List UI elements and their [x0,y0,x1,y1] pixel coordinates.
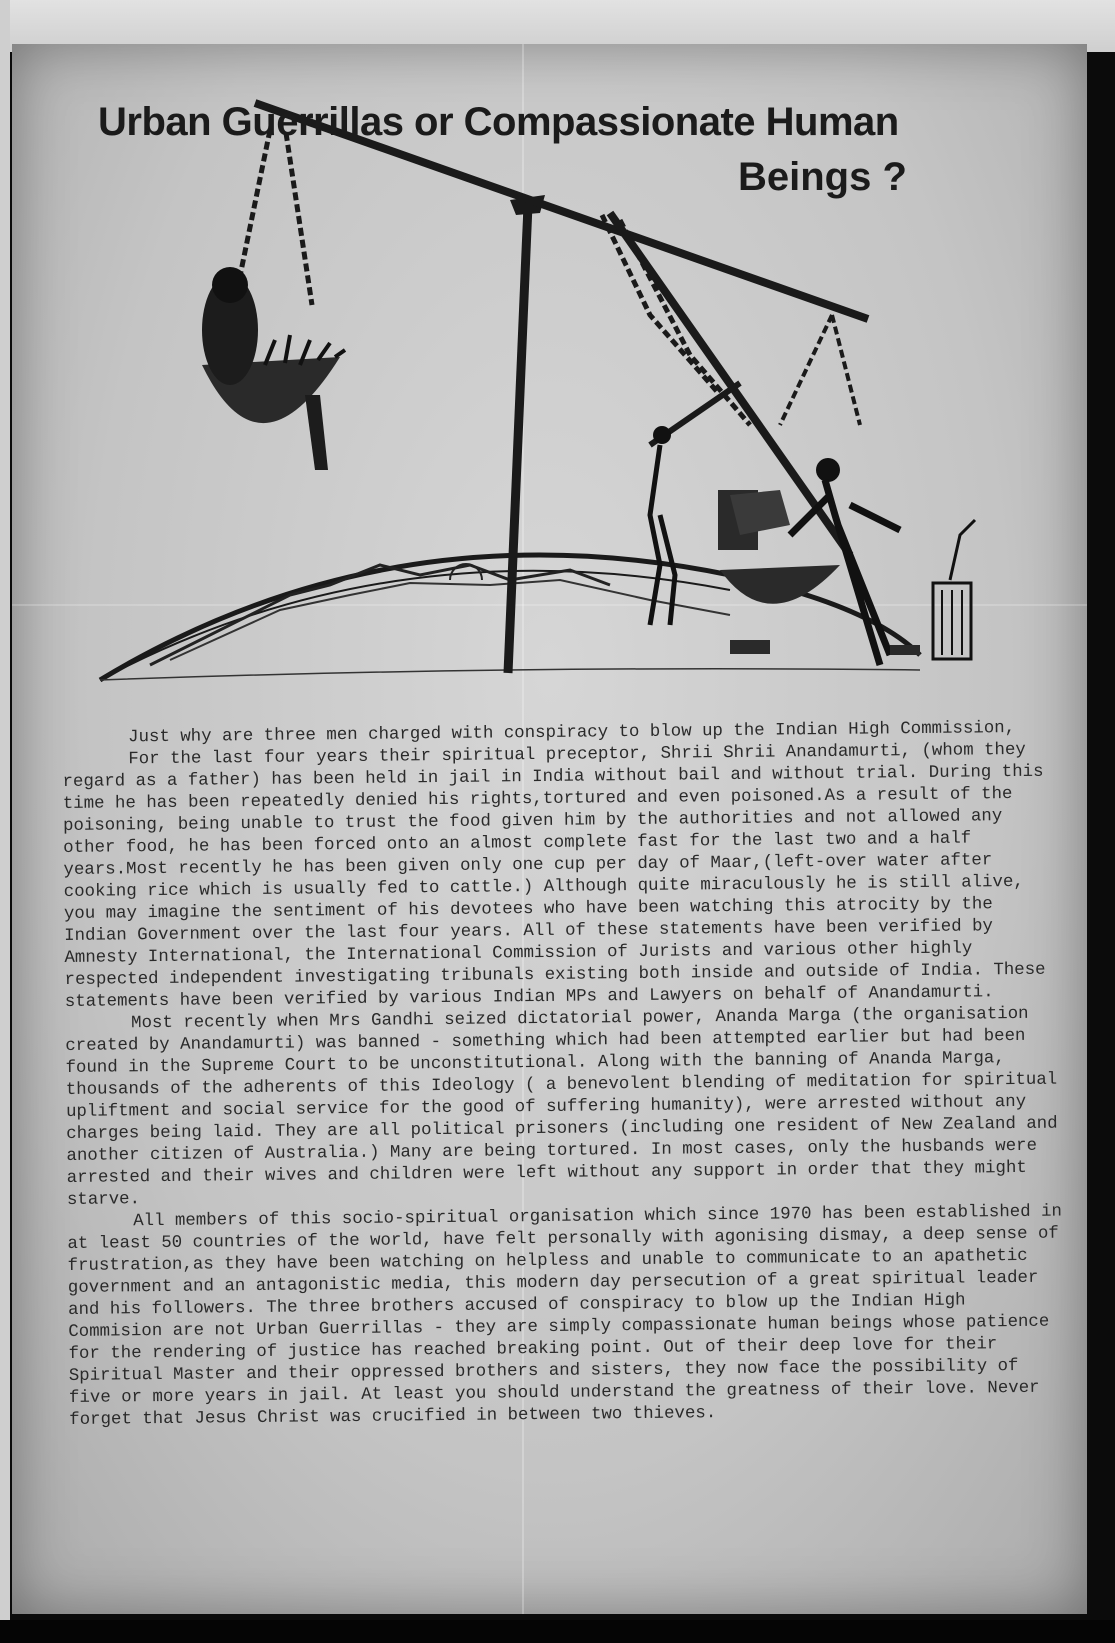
paragraph-members: All members of this socio-spiritual organisation which since 1970 has been established in at least 50 countries of the world, have felt personally with agonising dismay, a deep sense of frustration,as they have been watching on helpless and unable to communicate to an apathetic government and an antagonistic media, this modern day persecution of a great spiritual leader and his followers. The three brothers accused of conspiracy to blow up the Indian High Commision are not Urban Guerrillas - they are simply compassionate human beings whose patience for the rendering of justice has reached breaking point. Out of their deep love for their Spiritual Master and their oppressed brothers and sisters, they now face the possibility of five or more years in jail. At least you should understand the greatness of their love. Never forget that Jesus Christ was crucified in between two thieves. [67,1202,1063,1430]
leaflet-title-line-1: Urban Guerrillas or Compassionate Human [98,100,899,144]
film-border-bottom [0,1620,1115,1643]
leaflet-title-line-2: Beings ? [738,155,907,199]
leaflet-body [62,718,1069,1432]
paragraph-intro-text: Just why are three men charged with conspiracy to blow up the Indian High Commission, [128,719,1016,748]
film-border-left [0,0,10,1643]
paragraph-ban: Most recently when Mrs Gandhi seized dictatorial power, Ananda Marga (the organisation created by Anandamurti) was banned - something which had been attempted earlier but had been found in the Supreme Court to be unconstitutional. Along with the banning of Ananda Marga, thousands of the adherents of this Ideology ( a benevolent blending of meditation for spiritual upliftment and social service for the good of suffering humanity), were arrested without any charges being laid. They are all political prisoners (including one resident of New Zealand and another citizen of Australia.) Many are being tortured. In most cases, only the husbands were arrested and their wives and children were left without any support in order that they might starve. [65,1004,1058,1210]
paragraph-preceptor: For the last four years their spiritual preceptor, Shrii Shrii Anandamurti, (whom they regard as a father) has been held in jail in India without bail and without trial. During this time he has been repeatedly denied his rights,tortured and even poisoned.As a result of the poisoning, being unable to trust the food given him by the authorities and not allowed any other food, he has been forced onto an almost complete fast for the last two and a half years.Most recently he has been given only one cup per day of Maar,(left-over water after cooking rice which is usually fed to cattle.) Although quite miraculously he is still alive, you may imagine the sentiment of his devotees who have been watching this atrocity by the Indian Government over the last four years. All of these statements have been verified by Amnesty International, the International Commission of Jurists and various other highly respected independent investigating tribunals existing both inside and outside of India. These statements have been verified by various Indian MPs and Lawyers on behalf of Anandamurti. [62,740,1046,1012]
